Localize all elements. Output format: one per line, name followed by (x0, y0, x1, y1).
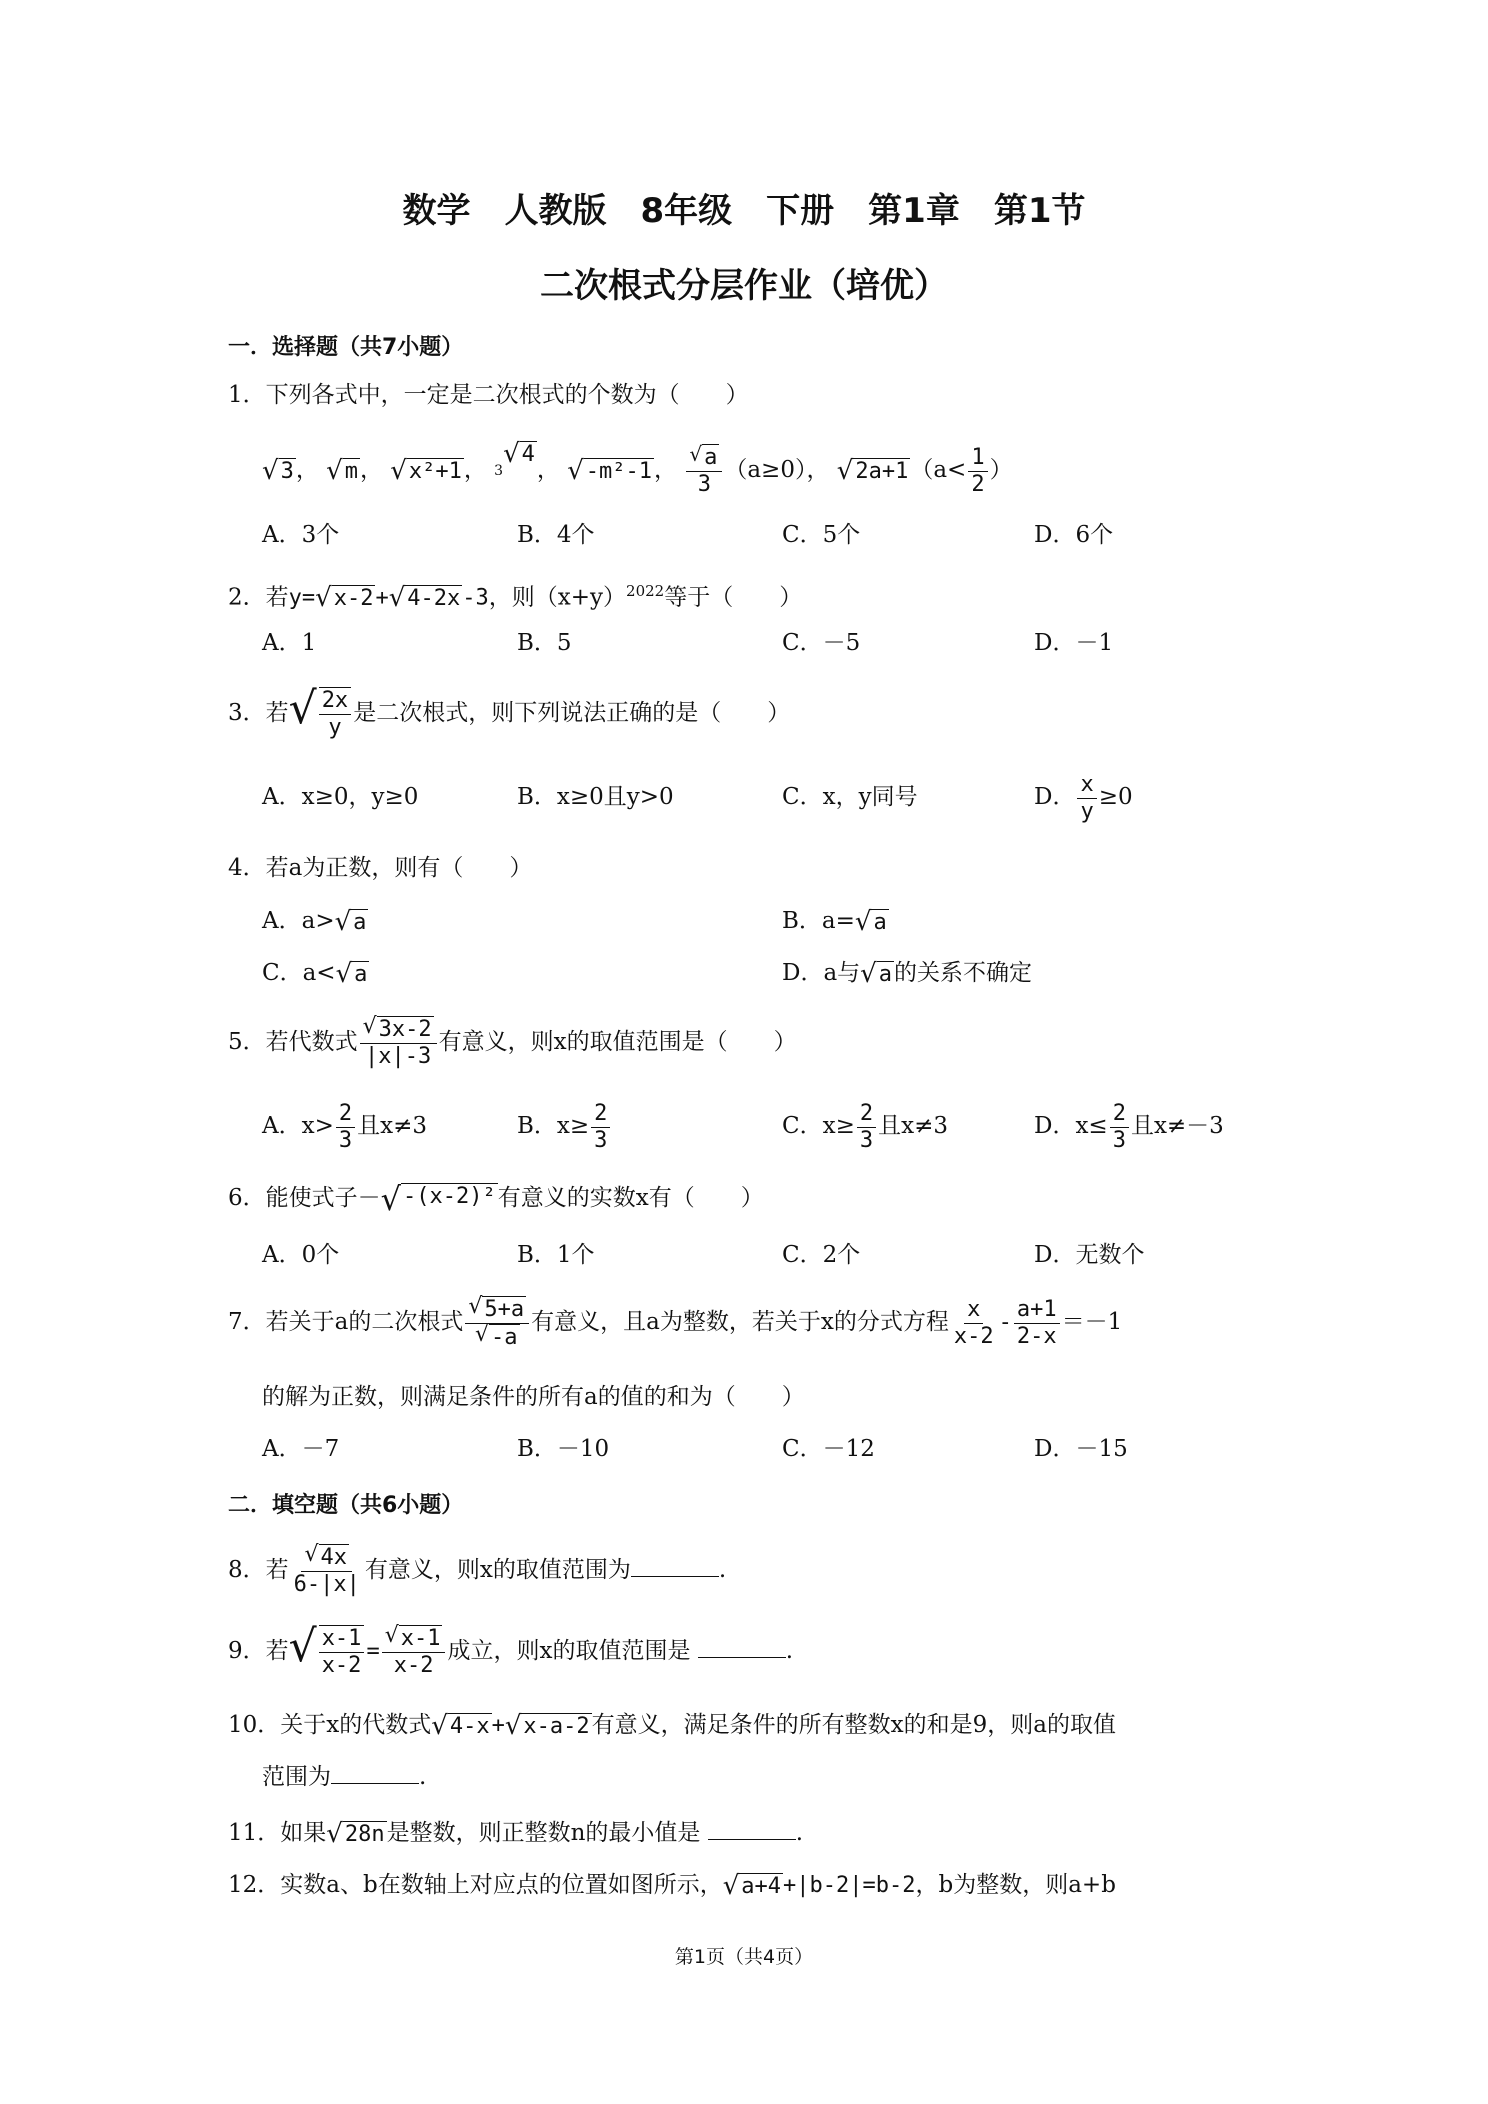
q10-answer-blank (331, 1763, 419, 1784)
title-line-1: 数学 人教版 8年级 下册 第1章 第1节 (402, 191, 1086, 231)
title-line-2: 二次根式分层作业（培优） (540, 266, 948, 306)
q2-option-a: A．1 (262, 630, 317, 656)
q4-option-d: D．a与 √ a 的关系不确定 (782, 958, 1032, 989)
q2-option-c: C．－5 (782, 630, 861, 656)
q8-stem: 8．若 √ 4x 6-|x| 有意义，则x的取值范围为 . (228, 1542, 727, 1597)
q1-expr-3: √ x²+1 (390, 455, 462, 486)
q6-option-d: D．无数个 (1034, 1242, 1145, 1268)
q1-option-c: C．5个 (782, 522, 861, 548)
q1-expr-6: √ a 3 (686, 444, 722, 498)
q1-expr-4: 3 √ 4 (494, 441, 537, 501)
q6-option-c: C．2个 (782, 1242, 861, 1268)
q5-stem: 5．若代数式 √ 3x-2 |x|-3 有意义，则x的取值范围是（ ） (228, 1014, 797, 1069)
q1-stem: 1．下列各式中，一定是二次根式的个数为（ ） (228, 382, 749, 408)
q8-answer-blank (631, 1556, 719, 1577)
q7-option-b: B．－10 (517, 1436, 610, 1462)
q6-option-b: B．1个 (517, 1242, 595, 1268)
q4-option-b: B．a= √ a (782, 906, 887, 937)
q10-stem-line-2: 范围为 . (262, 1764, 427, 1790)
q7-stem-line-2: 的解为正数，则满足条件的所有a的值的和为（ ） (262, 1384, 805, 1410)
q5-option-c: C．x≥ $\frac{2}{3}$ 且x≠3 (782, 1100, 948, 1153)
q3-stem: 3．若 √ $\frac{2x}{y}$ 是二次根式，则下列说法正确的是（ ） (228, 683, 791, 740)
q7-option-c: C．－12 (782, 1436, 875, 1462)
q3-option-a: A．x≥0，y≥0 (262, 784, 419, 810)
q1-option-a: A．3个 (262, 522, 340, 548)
q3-option-b: B．x≥0且y>0 (517, 784, 674, 810)
q7-option-a: A．－7 (262, 1436, 340, 1462)
q11-answer-blank (708, 1819, 796, 1840)
q1-expr-5: √ -m²-1 (567, 455, 653, 486)
q4-stem: 4．若a为正数，则有（ ） (228, 855, 533, 881)
q1-expr-2: √ m (326, 455, 358, 486)
q10-stem: 10．关于x的代数式 √ 4-x + √ x-a-2 有意义，满足条件的所有整数x的和是9，则a的取值 (228, 1710, 1116, 1741)
q11-stem: 11．如果 √ 28n 是整数，则正整数n的最小值是 . (228, 1818, 804, 1849)
q9-stem: 9．若 √ $\frac{x-1}{x-2}$ = √ x-1 x-2 成立，则x的取值范围是 . (228, 1621, 794, 1678)
section-choice-heading: 一．选择题（共7小题） (228, 335, 464, 360)
q4-option-c: C．a< √ a (262, 958, 368, 989)
q7-stem: 7．若关于a的二次根式 √ 5+a √ -a 有意义，且a为整数，若关于x的分式方程 $\frac{x}{x-2}$ - $\frac{a+1}{2-x}$ ＝－1 (228, 1293, 1123, 1350)
q3-option-d: D． $\frac{x}{y}$ ≥0 (1034, 771, 1133, 824)
q1-option-d: D．6个 (1034, 522, 1114, 548)
q6-option-a: A．0个 (262, 1242, 340, 1268)
q5-option-d: D．x≤ $\frac{2}{3}$ 且x≠－3 (1034, 1100, 1224, 1153)
section-fill-heading: 二．填空题（共6小题） (228, 1493, 464, 1518)
q12-stem: 12．实数a、b在数轴上对应点的位置如图所示， √ a+4 +|b-2|=b-2，b为整数，则a+b (228, 1870, 1116, 1901)
q6-stem: 6．能使式子－ √ -(x-2)² 有意义的实数x有（ ） (228, 1180, 764, 1218)
q7-option-d: D．－15 (1034, 1436, 1128, 1462)
q5-option-b: B．x≥ $\frac{2}{3}$ (517, 1096, 612, 1156)
q2-option-b: B．5 (517, 630, 572, 656)
q1-option-b: B．4个 (517, 522, 595, 548)
page-footer: 第1页（共4页） (674, 1946, 814, 1968)
q4-option-a: A．a> √ a (262, 906, 367, 937)
q1-expr-1: √ 3 (262, 455, 294, 486)
q9-answer-blank (698, 1637, 786, 1658)
q1-expr-7: √ 2a+1 (836, 455, 909, 486)
q3-option-c: C．x，y同号 (782, 784, 918, 810)
q1-expressions: √ 3 ， √ m ， √ x²+1 ， 3 √ 4 ， √ -m²-1 ， √ a 3 （a≥0）， √ 2a+1 （a< $\frac{1}{2}$ ） (262, 440, 1013, 501)
q5-option-a: A．x> $\frac{2}{3}$ 且x≠3 (262, 1100, 427, 1153)
q2-option-d: D．－1 (1034, 630, 1114, 656)
q2-stem: 2．若y= √ x-2 + √ 4-2x -3，则$(x+y)^{2022}$等于（ ） (228, 582, 803, 614)
